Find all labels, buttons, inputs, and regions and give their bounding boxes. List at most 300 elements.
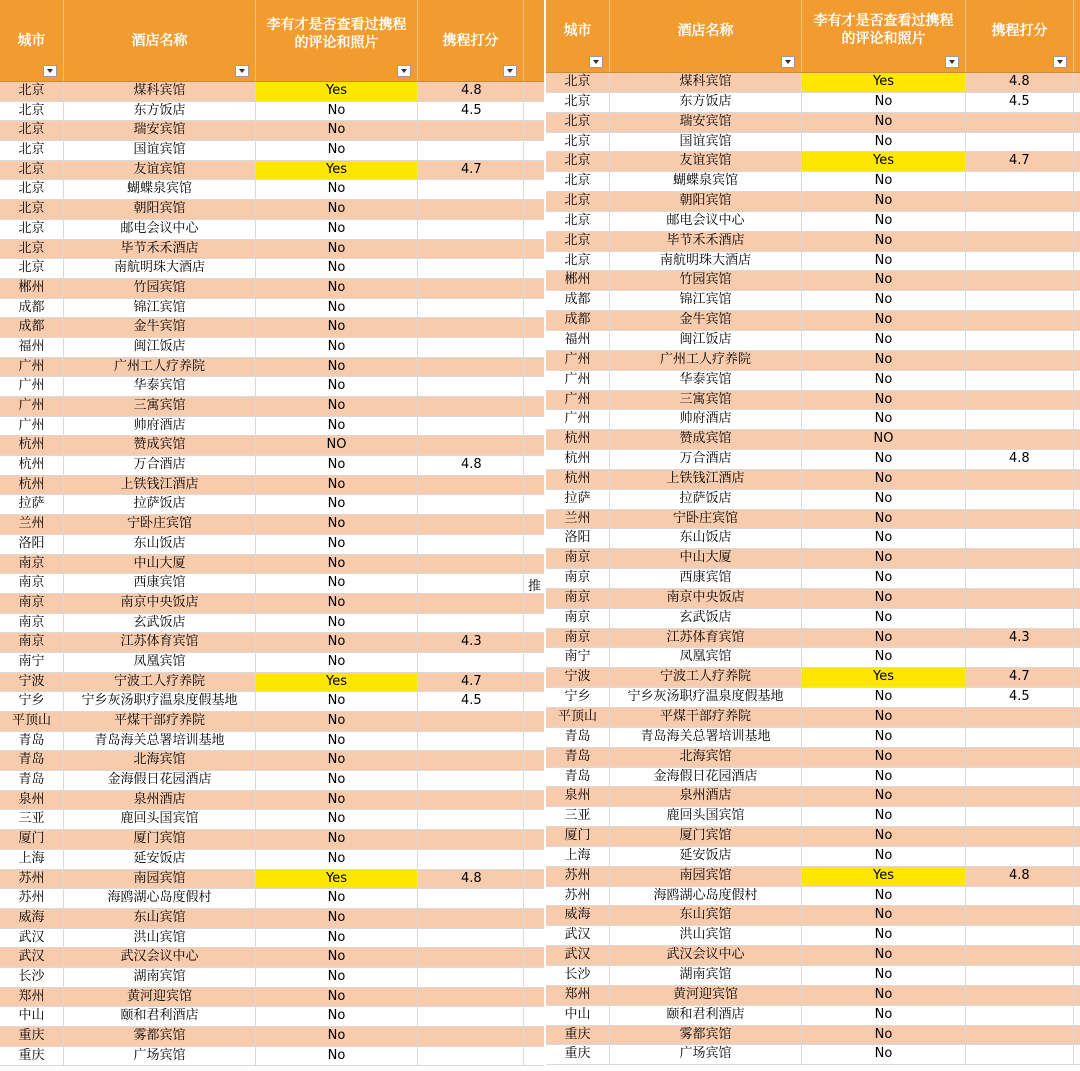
viewed-status-cell[interactable]: No	[256, 141, 418, 160]
rating-cell[interactable]: 4.7	[966, 668, 1074, 687]
city-cell[interactable]: 杭州	[546, 450, 610, 469]
viewed-status-cell[interactable]: No	[802, 172, 966, 191]
hotel-name-cell[interactable]: 东方饭店	[64, 102, 256, 121]
rating-cell[interactable]	[418, 535, 524, 554]
viewed-status-cell[interactable]: No	[256, 1007, 418, 1026]
rating-cell[interactable]: 4.8	[966, 450, 1074, 469]
viewed-status-cell[interactable]: No	[256, 830, 418, 849]
hotel-name-cell[interactable]: 宁卧庄宾馆	[64, 515, 256, 534]
city-cell[interactable]: 杭州	[0, 436, 64, 455]
city-cell[interactable]: 成都	[0, 299, 64, 318]
empty-cell[interactable]	[524, 220, 544, 239]
rating-cell[interactable]: 4.8	[966, 867, 1074, 886]
rating-cell[interactable]	[418, 515, 524, 534]
empty-cell[interactable]	[1074, 748, 1080, 767]
empty-cell[interactable]	[1074, 192, 1080, 211]
viewed-status-cell[interactable]: No	[256, 299, 418, 318]
empty-cell[interactable]	[1074, 113, 1080, 132]
viewed-status-cell[interactable]: No	[256, 909, 418, 928]
hotel-name-cell[interactable]: 延安饭店	[610, 847, 802, 866]
rating-cell[interactable]	[966, 1006, 1074, 1025]
rating-cell[interactable]	[966, 490, 1074, 509]
empty-cell[interactable]	[1074, 410, 1080, 429]
empty-cell[interactable]	[524, 870, 544, 889]
hotel-name-cell[interactable]: 东山宾馆	[610, 906, 802, 925]
filter-dropdown-icon[interactable]	[235, 65, 249, 77]
viewed-status-cell[interactable]: No	[256, 732, 418, 751]
city-cell[interactable]: 泉州	[0, 791, 64, 810]
viewed-status-cell[interactable]: No	[802, 391, 966, 410]
viewed-status-cell[interactable]: No	[256, 653, 418, 672]
hotel-name-cell[interactable]: 瑞安宾馆	[64, 121, 256, 140]
empty-cell[interactable]	[524, 692, 544, 711]
rating-cell[interactable]	[418, 751, 524, 770]
viewed-status-cell[interactable]: No	[802, 807, 966, 826]
empty-cell[interactable]	[524, 889, 544, 908]
viewed-status-cell[interactable]: No	[802, 827, 966, 846]
city-cell[interactable]: 拉萨	[546, 490, 610, 509]
empty-cell[interactable]	[524, 810, 544, 829]
rating-cell[interactable]	[966, 748, 1074, 767]
hotel-name-cell[interactable]: 金牛宾馆	[610, 311, 802, 330]
rating-cell[interactable]: 4.7	[418, 673, 524, 692]
city-cell[interactable]: 成都	[546, 311, 610, 330]
empty-cell[interactable]	[524, 614, 544, 633]
hotel-name-cell[interactable]: 颐和君利酒店	[64, 1007, 256, 1026]
empty-cell[interactable]	[1074, 1006, 1080, 1025]
viewed-status-cell[interactable]: No	[802, 212, 966, 231]
hotel-name-cell[interactable]: 江苏体育宾馆	[64, 633, 256, 652]
rating-cell[interactable]	[966, 807, 1074, 826]
hotel-name-cell[interactable]: 洪山宾馆	[610, 926, 802, 945]
hotel-name-cell[interactable]: 锦江宾馆	[610, 291, 802, 310]
viewed-status-cell[interactable]: Yes	[256, 161, 418, 180]
empty-cell[interactable]	[1074, 529, 1080, 548]
rating-cell[interactable]	[418, 417, 524, 436]
hotel-name-cell[interactable]: 朝阳宾馆	[610, 192, 802, 211]
viewed-status-cell[interactable]: No	[802, 549, 966, 568]
rating-cell[interactable]: 4.8	[966, 73, 1074, 92]
empty-cell[interactable]	[1074, 966, 1080, 985]
rating-cell[interactable]	[418, 476, 524, 495]
city-cell[interactable]: 上海	[546, 847, 610, 866]
hotel-name-cell[interactable]: 泉州酒店	[610, 787, 802, 806]
rating-cell[interactable]	[418, 358, 524, 377]
city-cell[interactable]: 平顶山	[0, 712, 64, 731]
city-cell[interactable]: 苏州	[0, 889, 64, 908]
rating-cell[interactable]: 4.5	[418, 102, 524, 121]
city-cell[interactable]: 长沙	[0, 968, 64, 987]
empty-cell[interactable]	[524, 948, 544, 967]
hotel-name-cell[interactable]: 凤凰宾馆	[610, 648, 802, 667]
viewed-status-cell[interactable]: No	[802, 510, 966, 529]
viewed-status-cell[interactable]: No	[802, 946, 966, 965]
viewed-status-cell[interactable]: No	[802, 410, 966, 429]
city-cell[interactable]: 北京	[546, 232, 610, 251]
city-cell[interactable]: 重庆	[546, 1045, 610, 1064]
hotel-name-cell[interactable]: 上铁钱江酒店	[64, 476, 256, 495]
rating-cell[interactable]: 4.5	[418, 692, 524, 711]
rating-cell[interactable]	[966, 946, 1074, 965]
viewed-status-cell[interactable]: No	[256, 358, 418, 377]
hotel-name-cell[interactable]: 广场宾馆	[64, 1047, 256, 1066]
rating-cell[interactable]	[418, 850, 524, 869]
hotel-name-cell[interactable]: 南京中央饭店	[610, 589, 802, 608]
empty-cell[interactable]	[1074, 291, 1080, 310]
filter-dropdown-icon[interactable]	[397, 65, 411, 77]
hotel-name-cell[interactable]: 国谊宾馆	[64, 141, 256, 160]
viewed-status-cell[interactable]: No	[256, 692, 418, 711]
hotel-name-cell[interactable]: 青岛海关总署培训基地	[64, 732, 256, 751]
hotel-name-cell[interactable]: 雾都宾馆	[610, 1026, 802, 1045]
filter-dropdown-icon[interactable]	[503, 65, 517, 77]
rating-cell[interactable]	[418, 377, 524, 396]
rating-cell[interactable]	[966, 529, 1074, 548]
empty-cell[interactable]	[1074, 688, 1080, 707]
hotel-name-cell[interactable]: 延安饭店	[64, 850, 256, 869]
empty-cell[interactable]	[1074, 629, 1080, 648]
rating-cell[interactable]	[418, 614, 524, 633]
city-cell[interactable]: 青岛	[0, 771, 64, 790]
viewed-status-cell[interactable]: No	[256, 397, 418, 416]
empty-cell[interactable]	[524, 456, 544, 475]
city-cell[interactable]: 南京	[0, 633, 64, 652]
viewed-status-cell[interactable]: Yes	[802, 73, 966, 92]
rating-cell[interactable]	[966, 1026, 1074, 1045]
viewed-status-cell[interactable]: No	[256, 220, 418, 239]
empty-cell[interactable]	[524, 988, 544, 1007]
viewed-status-cell[interactable]: No	[802, 371, 966, 390]
empty-cell[interactable]	[1074, 986, 1080, 1005]
city-cell[interactable]: 武汉	[0, 948, 64, 967]
rating-cell[interactable]	[966, 906, 1074, 925]
hotel-name-cell[interactable]: 拉萨饭店	[64, 495, 256, 514]
city-cell[interactable]: 洛阳	[546, 529, 610, 548]
viewed-status-cell[interactable]: No	[256, 535, 418, 554]
rating-cell[interactable]: 4.8	[418, 82, 524, 101]
viewed-status-cell[interactable]: No	[256, 929, 418, 948]
viewed-status-cell[interactable]: NO	[256, 436, 418, 455]
rating-cell[interactable]	[966, 470, 1074, 489]
empty-cell[interactable]	[524, 1027, 544, 1046]
rating-cell[interactable]	[418, 929, 524, 948]
rating-cell[interactable]	[966, 648, 1074, 667]
hotel-name-cell[interactable]: 宁乡灰汤职疗温泉度假基地	[64, 692, 256, 711]
city-cell[interactable]: 南京	[546, 569, 610, 588]
empty-cell[interactable]	[1074, 847, 1080, 866]
empty-cell[interactable]	[1074, 93, 1080, 112]
city-cell[interactable]: 洛阳	[0, 535, 64, 554]
viewed-status-cell[interactable]: No	[256, 948, 418, 967]
city-cell[interactable]: 苏州	[0, 870, 64, 889]
viewed-status-cell[interactable]: No	[802, 569, 966, 588]
viewed-status-cell[interactable]: No	[256, 751, 418, 770]
hotel-name-cell[interactable]: 玄武饭店	[64, 614, 256, 633]
rating-cell[interactable]	[418, 318, 524, 337]
empty-cell[interactable]	[1074, 430, 1080, 449]
city-cell[interactable]: 广州	[546, 410, 610, 429]
rating-cell[interactable]	[966, 926, 1074, 945]
rating-cell[interactable]	[418, 299, 524, 318]
viewed-status-cell[interactable]: No	[256, 771, 418, 790]
city-cell[interactable]: 青岛	[0, 751, 64, 770]
empty-cell[interactable]	[524, 377, 544, 396]
rating-cell[interactable]	[966, 172, 1074, 191]
hotel-name-cell[interactable]: 鹿回头国宾馆	[64, 810, 256, 829]
city-cell[interactable]: 宁乡	[0, 692, 64, 711]
viewed-status-cell[interactable]: No	[802, 629, 966, 648]
hotel-name-cell[interactable]: 三寓宾馆	[610, 391, 802, 410]
rating-cell[interactable]	[418, 594, 524, 613]
viewed-status-cell[interactable]: No	[256, 338, 418, 357]
empty-cell[interactable]	[1074, 569, 1080, 588]
empty-cell[interactable]	[524, 279, 544, 298]
empty-cell[interactable]	[1074, 807, 1080, 826]
rating-cell[interactable]	[966, 827, 1074, 846]
empty-cell[interactable]	[524, 850, 544, 869]
rating-cell[interactable]	[966, 391, 1074, 410]
viewed-status-cell[interactable]: No	[256, 988, 418, 1007]
city-cell[interactable]: 宁乡	[546, 688, 610, 707]
hotel-name-cell[interactable]: 竹园宾馆	[610, 271, 802, 290]
rating-cell[interactable]	[966, 271, 1074, 290]
city-cell[interactable]: 杭州	[546, 430, 610, 449]
viewed-status-cell[interactable]: No	[802, 450, 966, 469]
rating-cell[interactable]	[418, 121, 524, 140]
hotel-name-cell[interactable]: 邮电会议中心	[64, 220, 256, 239]
viewed-status-cell[interactable]: No	[256, 594, 418, 613]
rating-cell[interactable]	[966, 966, 1074, 985]
empty-cell[interactable]	[1074, 926, 1080, 945]
city-cell[interactable]: 南京	[0, 594, 64, 613]
hotel-name-cell[interactable]: 颐和君利酒店	[610, 1006, 802, 1025]
rating-cell[interactable]	[966, 113, 1074, 132]
city-cell[interactable]: 广州	[0, 358, 64, 377]
viewed-status-cell[interactable]: No	[256, 614, 418, 633]
rating-cell[interactable]	[966, 847, 1074, 866]
viewed-status-cell[interactable]: No	[802, 252, 966, 271]
rating-cell[interactable]	[418, 259, 524, 278]
empty-cell[interactable]	[524, 909, 544, 928]
hotel-name-cell[interactable]: 南航明珠大酒店	[610, 252, 802, 271]
empty-cell[interactable]	[1074, 946, 1080, 965]
hotel-name-cell[interactable]: 帅府酒店	[610, 410, 802, 429]
hotel-name-cell[interactable]: 中山大厦	[64, 555, 256, 574]
city-cell[interactable]: 中山	[0, 1007, 64, 1026]
rating-cell[interactable]	[418, 830, 524, 849]
empty-cell[interactable]	[1074, 172, 1080, 191]
empty-cell[interactable]	[524, 653, 544, 672]
city-cell[interactable]: 威海	[0, 909, 64, 928]
empty-cell[interactable]	[524, 712, 544, 731]
rating-cell[interactable]	[966, 351, 1074, 370]
city-cell[interactable]: 青岛	[546, 728, 610, 747]
hotel-name-cell[interactable]: 中山大厦	[610, 549, 802, 568]
city-cell[interactable]: 成都	[546, 291, 610, 310]
city-cell[interactable]: 广州	[546, 351, 610, 370]
empty-cell[interactable]	[524, 968, 544, 987]
city-cell[interactable]: 北京	[546, 73, 610, 92]
viewed-status-cell[interactable]: No	[802, 1006, 966, 1025]
empty-cell[interactable]	[524, 1007, 544, 1026]
empty-cell[interactable]	[1074, 490, 1080, 509]
viewed-status-cell[interactable]: No	[256, 200, 418, 219]
filter-dropdown-icon[interactable]	[945, 56, 959, 68]
rating-cell[interactable]: 4.7	[966, 152, 1074, 171]
hotel-name-cell[interactable]: 广场宾馆	[610, 1045, 802, 1064]
empty-cell[interactable]	[1074, 252, 1080, 271]
city-cell[interactable]: 福州	[0, 338, 64, 357]
hotel-name-cell[interactable]: 煤科宾馆	[610, 73, 802, 92]
empty-cell[interactable]	[524, 240, 544, 259]
rating-cell[interactable]: 4.3	[418, 633, 524, 652]
hotel-name-cell[interactable]: 金海假日花园酒店	[64, 771, 256, 790]
empty-cell[interactable]	[1074, 549, 1080, 568]
hotel-name-cell[interactable]: 平煤干部疗养院	[610, 708, 802, 727]
empty-cell[interactable]	[524, 259, 544, 278]
viewed-status-cell[interactable]: No	[256, 180, 418, 199]
rating-cell[interactable]	[966, 986, 1074, 1005]
viewed-status-cell[interactable]: No	[256, 240, 418, 259]
viewed-status-cell[interactable]: Yes	[802, 152, 966, 171]
city-cell[interactable]: 广州	[546, 391, 610, 410]
hotel-name-cell[interactable]: 金海假日花园酒店	[610, 768, 802, 787]
rating-cell[interactable]	[966, 252, 1074, 271]
empty-cell[interactable]	[524, 358, 544, 377]
hotel-name-cell[interactable]: 广州工人疗养院	[610, 351, 802, 370]
empty-cell[interactable]	[1074, 212, 1080, 231]
filter-dropdown-icon[interactable]	[1053, 56, 1067, 68]
viewed-status-cell[interactable]: No	[256, 377, 418, 396]
city-cell[interactable]: 北京	[0, 180, 64, 199]
empty-cell[interactable]	[524, 515, 544, 534]
viewed-status-cell[interactable]: No	[256, 279, 418, 298]
viewed-status-cell[interactable]: No	[256, 1047, 418, 1066]
rating-cell[interactable]	[418, 240, 524, 259]
hotel-name-cell[interactable]: 鹿回头国宾馆	[610, 807, 802, 826]
city-cell[interactable]: 郑州	[546, 986, 610, 1005]
city-cell[interactable]: 青岛	[0, 732, 64, 751]
rating-cell[interactable]: 4.3	[966, 629, 1074, 648]
city-cell[interactable]: 福州	[546, 331, 610, 350]
city-cell[interactable]: 北京	[0, 259, 64, 278]
hotel-name-cell[interactable]: 黄河迎宾馆	[64, 988, 256, 1007]
empty-cell[interactable]	[524, 555, 544, 574]
empty-cell[interactable]	[524, 830, 544, 849]
empty-cell[interactable]	[1074, 887, 1080, 906]
viewed-status-cell[interactable]: No	[802, 232, 966, 251]
city-cell[interactable]: 南京	[0, 574, 64, 593]
city-cell[interactable]: 南京	[0, 614, 64, 633]
city-cell[interactable]: 南京	[546, 589, 610, 608]
city-cell[interactable]: 厦门	[546, 827, 610, 846]
city-cell[interactable]: 北京	[546, 113, 610, 132]
viewed-status-cell[interactable]: No	[256, 259, 418, 278]
viewed-status-cell[interactable]: No	[256, 1027, 418, 1046]
rating-cell[interactable]	[418, 909, 524, 928]
filter-dropdown-icon[interactable]	[589, 56, 603, 68]
empty-cell[interactable]	[1074, 609, 1080, 628]
viewed-status-cell[interactable]: No	[802, 331, 966, 350]
city-cell[interactable]: 南京	[546, 549, 610, 568]
rating-cell[interactable]	[966, 569, 1074, 588]
empty-cell[interactable]	[1074, 827, 1080, 846]
rating-cell[interactable]	[418, 555, 524, 574]
city-cell[interactable]: 北京	[546, 212, 610, 231]
empty-cell[interactable]	[524, 141, 544, 160]
empty-cell[interactable]	[1074, 768, 1080, 787]
hotel-name-cell[interactable]: 黄河迎宾馆	[610, 986, 802, 1005]
empty-cell[interactable]	[524, 594, 544, 613]
empty-cell[interactable]	[1074, 152, 1080, 171]
empty-cell[interactable]	[1074, 470, 1080, 489]
empty-cell[interactable]	[524, 397, 544, 416]
city-cell[interactable]: 平顶山	[546, 708, 610, 727]
rating-cell[interactable]	[966, 589, 1074, 608]
empty-cell[interactable]	[524, 673, 544, 692]
hotel-name-cell[interactable]: 湖南宾馆	[64, 968, 256, 987]
viewed-status-cell[interactable]: No	[256, 889, 418, 908]
rating-cell[interactable]	[418, 653, 524, 672]
empty-cell[interactable]	[524, 1047, 544, 1066]
city-cell[interactable]: 北京	[0, 141, 64, 160]
viewed-status-cell[interactable]: No	[802, 648, 966, 667]
rating-cell[interactable]	[966, 768, 1074, 787]
city-cell[interactable]: 北京	[0, 82, 64, 101]
viewed-status-cell[interactable]: No	[256, 102, 418, 121]
hotel-name-cell[interactable]: 东山饭店	[610, 529, 802, 548]
hotel-name-cell[interactable]: 湖南宾馆	[610, 966, 802, 985]
hotel-name-cell[interactable]: 宁波工人疗养院	[64, 673, 256, 692]
city-cell[interactable]: 广州	[0, 397, 64, 416]
city-cell[interactable]: 重庆	[0, 1047, 64, 1066]
empty-cell[interactable]	[1074, 311, 1080, 330]
city-cell[interactable]: 北京	[0, 220, 64, 239]
city-cell[interactable]: 南宁	[0, 653, 64, 672]
empty-cell[interactable]	[1074, 708, 1080, 727]
city-cell[interactable]: 三亚	[0, 810, 64, 829]
viewed-status-cell[interactable]: No	[256, 495, 418, 514]
viewed-status-cell[interactable]: No	[802, 966, 966, 985]
hotel-name-cell[interactable]: 上铁钱江酒店	[610, 470, 802, 489]
viewed-status-cell[interactable]: No	[256, 850, 418, 869]
city-cell[interactable]: 南京	[546, 629, 610, 648]
rating-cell[interactable]	[966, 1045, 1074, 1064]
city-cell[interactable]: 南京	[0, 555, 64, 574]
rating-cell[interactable]	[418, 771, 524, 790]
viewed-status-cell[interactable]: No	[802, 589, 966, 608]
rating-cell[interactable]: 4.5	[966, 688, 1074, 707]
empty-cell[interactable]	[524, 751, 544, 770]
empty-cell[interactable]	[524, 338, 544, 357]
empty-cell[interactable]	[524, 417, 544, 436]
viewed-status-cell[interactable]: No	[256, 810, 418, 829]
filter-dropdown-icon[interactable]	[781, 56, 795, 68]
rating-cell[interactable]	[966, 192, 1074, 211]
hotel-name-cell[interactable]: 海鸥湖心岛度假村	[64, 889, 256, 908]
city-cell[interactable]: 宁波	[0, 673, 64, 692]
viewed-status-cell[interactable]: No	[802, 291, 966, 310]
rating-cell[interactable]	[418, 436, 524, 455]
viewed-status-cell[interactable]: No	[256, 476, 418, 495]
empty-cell[interactable]	[1074, 271, 1080, 290]
empty-cell[interactable]	[524, 299, 544, 318]
hotel-name-cell[interactable]: 竹园宾馆	[64, 279, 256, 298]
rating-cell[interactable]	[966, 212, 1074, 231]
rating-cell[interactable]	[418, 180, 524, 199]
viewed-status-cell[interactable]: No	[802, 847, 966, 866]
city-cell[interactable]: 三亚	[546, 807, 610, 826]
